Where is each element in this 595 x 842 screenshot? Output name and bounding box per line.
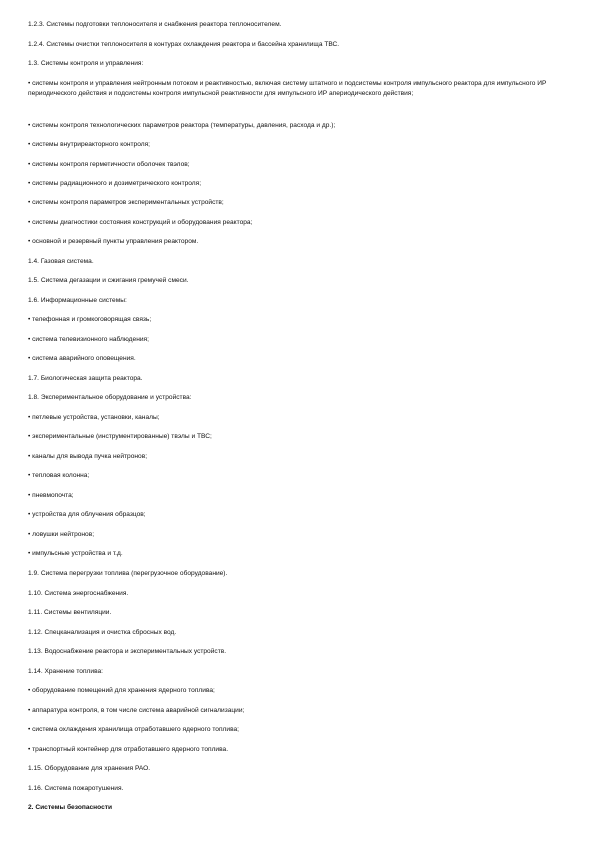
list-item: • системы контроля технологических параметров реактора (температуры, давления, расхода и др.);	[28, 122, 336, 129]
list-item: • каналы для вывода пучка нейтронов;	[28, 453, 148, 460]
paragraph: 1.2.3. Системы подготовки теплоносителя и снабжения реактора теплоносителем.	[28, 21, 282, 28]
list-item: • устройства для облучения образцов;	[28, 511, 146, 518]
list-item: • пневмопочта;	[28, 492, 74, 499]
section-heading: 1.3. Системы контроля и управления:	[28, 60, 144, 67]
section-heading: 1.6. Информационные системы:	[28, 297, 127, 304]
list-item: • импульсные устройства и т.д.	[28, 550, 123, 557]
paragraph: 1.2.4. Системы очистки теплоносителя в контурах охлаждения реактора и бассейна хранилища ТВС.	[28, 41, 340, 48]
list-item: • экспериментальные (инструментированные) твэлы и ТВС;	[28, 433, 212, 440]
list-item: • системы диагностики состояния конструкций и оборудования реактора;	[28, 219, 253, 226]
list-item: • основной и резервный пункты управления реактором.	[28, 238, 199, 245]
list-item: • телефонная и громкоговорящая связь;	[28, 316, 152, 323]
list-item: • системы контроля и управления нейтронным потоком и реактивностью, включая систему штатного и подсистемы контроля импульсного реактора для импульсного ИР периодического действия и подсистемы контроля импульсной реактивности для импульсного ИР апериодического действия;	[28, 80, 547, 97]
list-item: • аппаратура контроля, в том числе система аварийной сигнализации;	[28, 707, 245, 714]
section-heading: 1.8. Экспериментальное оборудование и устройства:	[28, 394, 192, 401]
section-heading: 1.9. Система перегрузки топлива (перегрузочное оборудование).	[28, 570, 228, 577]
list-item: • система телевизионного наблюдения;	[28, 336, 149, 343]
section-heading: 1.7. Биологическая защита реактора.	[28, 375, 143, 382]
section-heading: 1.15. Оборудование для хранения РАО.	[28, 765, 151, 772]
section-heading: 1.5. Система дегазации и сжигания гремучей смеси.	[28, 277, 189, 284]
list-item: • транспортный контейнер для отработавшего ядерного топлива.	[28, 746, 229, 753]
section-heading: 1.10. Система энергоснабжения.	[28, 590, 129, 597]
section-heading: 1.12. Спецканализация и очистка сбросных вод.	[28, 629, 177, 636]
list-item: • система аварийного оповещения.	[28, 355, 136, 362]
section-heading: 1.14. Хранение топлива:	[28, 668, 104, 675]
list-item: • оборудование помещений для хранения ядерного топлива;	[28, 687, 215, 694]
section-heading: 1.11. Системы вентиляции.	[28, 609, 112, 616]
list-item: • системы внутриреакторного контроля;	[28, 141, 150, 148]
section-heading: 1.16. Система пожаротушения.	[28, 785, 124, 792]
section-heading: 1.13. Водоснабжение реактора и экспериментальных устройств.	[28, 648, 227, 655]
list-item: • системы контроля герметичности оболочек твэлов;	[28, 161, 190, 168]
list-item: • системы радиационного и дозиметрического контроля;	[28, 180, 202, 187]
list-item: • петлевые устройства, установки, каналы;	[28, 414, 160, 421]
section-heading: 1.4. Газовая система.	[28, 258, 94, 265]
list-item: • система охлаждения хранилища отработавшего ядерного топлива;	[28, 726, 239, 733]
list-item: • ловушки нейтронов;	[28, 531, 95, 538]
list-item: • системы контроля параметров экспериментальных устройств;	[28, 199, 224, 206]
list-item: • тепловая колонна;	[28, 472, 90, 479]
section-heading: 2. Системы безопасности	[28, 804, 113, 811]
